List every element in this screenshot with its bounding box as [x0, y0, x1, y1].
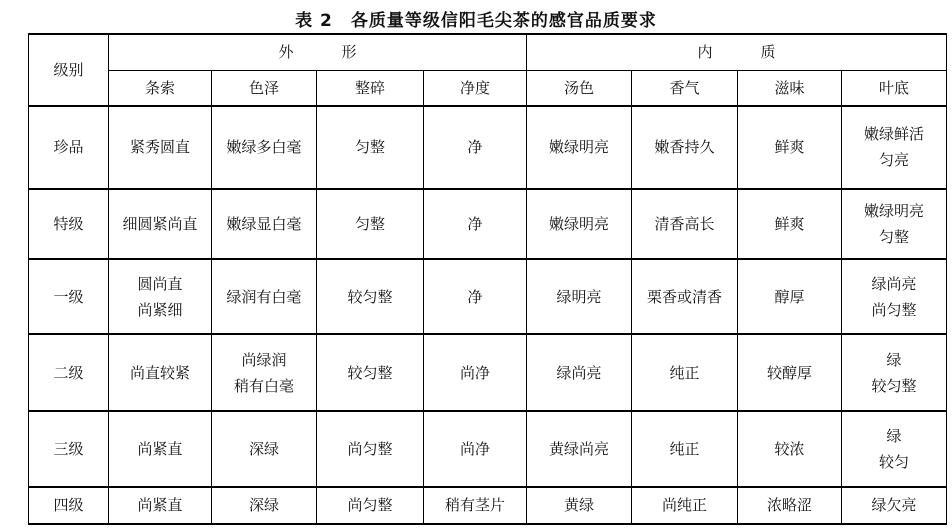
cell-line: 绿尚亮: [556, 363, 602, 382]
cell-line: 嫩香持久: [654, 138, 715, 157]
cell-line: 尚紧细: [137, 300, 183, 319]
table-row: [29, 334, 947, 411]
table-row: [29, 106, 947, 189]
cell-line: 尚匀整: [347, 439, 393, 458]
cell-line: 尚绿润: [241, 350, 287, 369]
cell-line: 尚净: [460, 363, 491, 382]
cell-line: 较匀整: [347, 287, 393, 306]
cell-line: 纯正: [669, 439, 700, 458]
cell-line: 绿欠亮: [871, 496, 917, 515]
grade-cell: 珍品: [29, 106, 109, 189]
column-header-row: [29, 70, 947, 106]
cell-line: 深绿: [248, 496, 279, 515]
table-cell: [212, 334, 317, 411]
quality-group-header: 内质: [527, 34, 947, 70]
table-cell: [317, 334, 424, 411]
table-row: [29, 411, 947, 487]
cell-line: 栗香或清香: [647, 287, 723, 306]
cell-line: 嫩绿明亮: [549, 215, 610, 234]
table-cell: [317, 411, 424, 487]
table-cell: [212, 411, 317, 487]
cell-line: 清香高长: [654, 215, 715, 234]
grade-cell: 二级: [29, 334, 109, 411]
table-row: [29, 189, 947, 260]
cell-line: 绿尚亮: [871, 274, 917, 293]
table-cell: [424, 106, 527, 189]
grade-header: 级别: [29, 34, 109, 106]
table-cell: [842, 334, 947, 411]
table-cell: [738, 259, 842, 334]
table-cell: [424, 411, 527, 487]
cell-line: 较醇厚: [767, 363, 813, 382]
cell-line: 深绿: [248, 439, 279, 458]
cell-line: 绿: [886, 426, 902, 445]
column-header: 叶底: [842, 70, 947, 106]
table-cell: [632, 487, 738, 524]
table-cell: [842, 411, 947, 487]
column-header: 香气: [632, 70, 738, 106]
table-cell: [842, 259, 947, 334]
column-header: 条索: [109, 70, 212, 106]
cell-line: 净: [467, 138, 483, 157]
cell-line: 稍有茎片: [445, 496, 506, 515]
grade-cell: 一级: [29, 259, 109, 334]
cell-line: 较匀整: [347, 363, 393, 382]
table-cell: [212, 189, 317, 260]
cell-line: 尚紧直: [137, 439, 183, 458]
table-body: [29, 106, 947, 524]
cell-line: 较匀整: [871, 376, 917, 395]
cell-line: 尚纯正: [662, 496, 708, 515]
cell-line: 鲜爽: [774, 138, 805, 157]
cell-line: 嫩绿鲜活: [864, 125, 925, 144]
cell-line: 浓略涩: [767, 496, 813, 515]
cell-line: 尚匀整: [347, 496, 393, 515]
cell-line: 黄绿: [564, 496, 595, 515]
cell-line: 绿: [886, 350, 902, 369]
table-cell: [317, 259, 424, 334]
table-cell: [738, 411, 842, 487]
cell-line: 嫩绿显白毫: [226, 215, 302, 234]
cell-line: 较浓: [774, 439, 805, 458]
table-cell: [424, 259, 527, 334]
cell-line: 匀整: [354, 138, 385, 157]
cell-line: 细圆紧尚直: [122, 215, 198, 234]
table-cell: [632, 259, 738, 334]
grade-cell: 三级: [29, 411, 109, 487]
table-cell: [632, 189, 738, 260]
grade-cell: 四级: [29, 487, 109, 524]
table-cell: [109, 189, 212, 260]
cell-line: 紧秀圆直: [129, 138, 190, 157]
cell-line: 圆尚直: [137, 274, 183, 293]
appearance-group-header: 外形: [109, 34, 527, 70]
cell-line: 醇厚: [774, 287, 805, 306]
table-cell: [424, 189, 527, 260]
table-cell: [109, 487, 212, 524]
table-cell: [842, 106, 947, 189]
cell-line: 嫩绿明亮: [549, 138, 610, 157]
cell-line: 尚匀整: [871, 300, 917, 319]
table-cell: [527, 411, 632, 487]
cell-line: 鲜爽: [774, 215, 805, 234]
table-cell: [527, 334, 632, 411]
table-cell: [632, 106, 738, 189]
table-cell: [632, 411, 738, 487]
cell-line: 净: [467, 287, 483, 306]
table-cell: [109, 106, 212, 189]
table-row: [29, 259, 947, 334]
column-header: 净度: [424, 70, 527, 106]
table-cell: [424, 334, 527, 411]
table-cell: [738, 106, 842, 189]
cell-line: 匀亮: [879, 151, 910, 170]
grade-cell: 特级: [29, 189, 109, 260]
table-cell: [738, 487, 842, 524]
cell-line: 嫩绿多白毫: [226, 138, 302, 157]
table-cell: [632, 334, 738, 411]
table-cell: [212, 487, 317, 524]
table-cell: [212, 259, 317, 334]
sensory-quality-table: [28, 33, 947, 525]
table-cell: [424, 487, 527, 524]
cell-line: 尚净: [460, 439, 491, 458]
table-cell: [317, 487, 424, 524]
column-header: 滋味: [738, 70, 842, 106]
table-cell: [738, 334, 842, 411]
column-header: 色泽: [212, 70, 317, 106]
cell-line: 嫩绿明亮: [864, 202, 925, 221]
cell-line: 尚紧直: [137, 496, 183, 515]
table-cell: [317, 189, 424, 260]
table-cell: [842, 189, 947, 260]
table-cell: [527, 259, 632, 334]
cell-line: 黄绿尚亮: [549, 439, 610, 458]
header-group-row: [29, 34, 947, 70]
table-cell: [317, 106, 424, 189]
column-header: 整碎: [317, 70, 424, 106]
table-cell: [527, 487, 632, 524]
table-cell: [212, 106, 317, 189]
cell-line: 匀整: [879, 228, 910, 247]
cell-line: 稍有白毫: [233, 376, 294, 395]
cell-line: 净: [467, 215, 483, 234]
table-cell: [842, 487, 947, 524]
cell-line: 绿润有白毫: [226, 287, 302, 306]
column-header: 汤色: [527, 70, 632, 106]
cell-line: 绿明亮: [556, 287, 602, 306]
cell-line: 较匀: [879, 452, 910, 471]
cell-line: 纯正: [669, 363, 700, 382]
table-cell: [109, 411, 212, 487]
cell-line: 匀整: [354, 215, 385, 234]
table-cell: [738, 189, 842, 260]
table-row: [29, 487, 947, 524]
cell-line: 尚直较紧: [129, 363, 190, 382]
table-cell: [109, 334, 212, 411]
table-cell: [109, 259, 212, 334]
table-title: 表 2 各质量等级信阳毛尖茶的感官品质要求: [295, 11, 657, 31]
table-cell: [527, 106, 632, 189]
table-cell: [527, 189, 632, 260]
